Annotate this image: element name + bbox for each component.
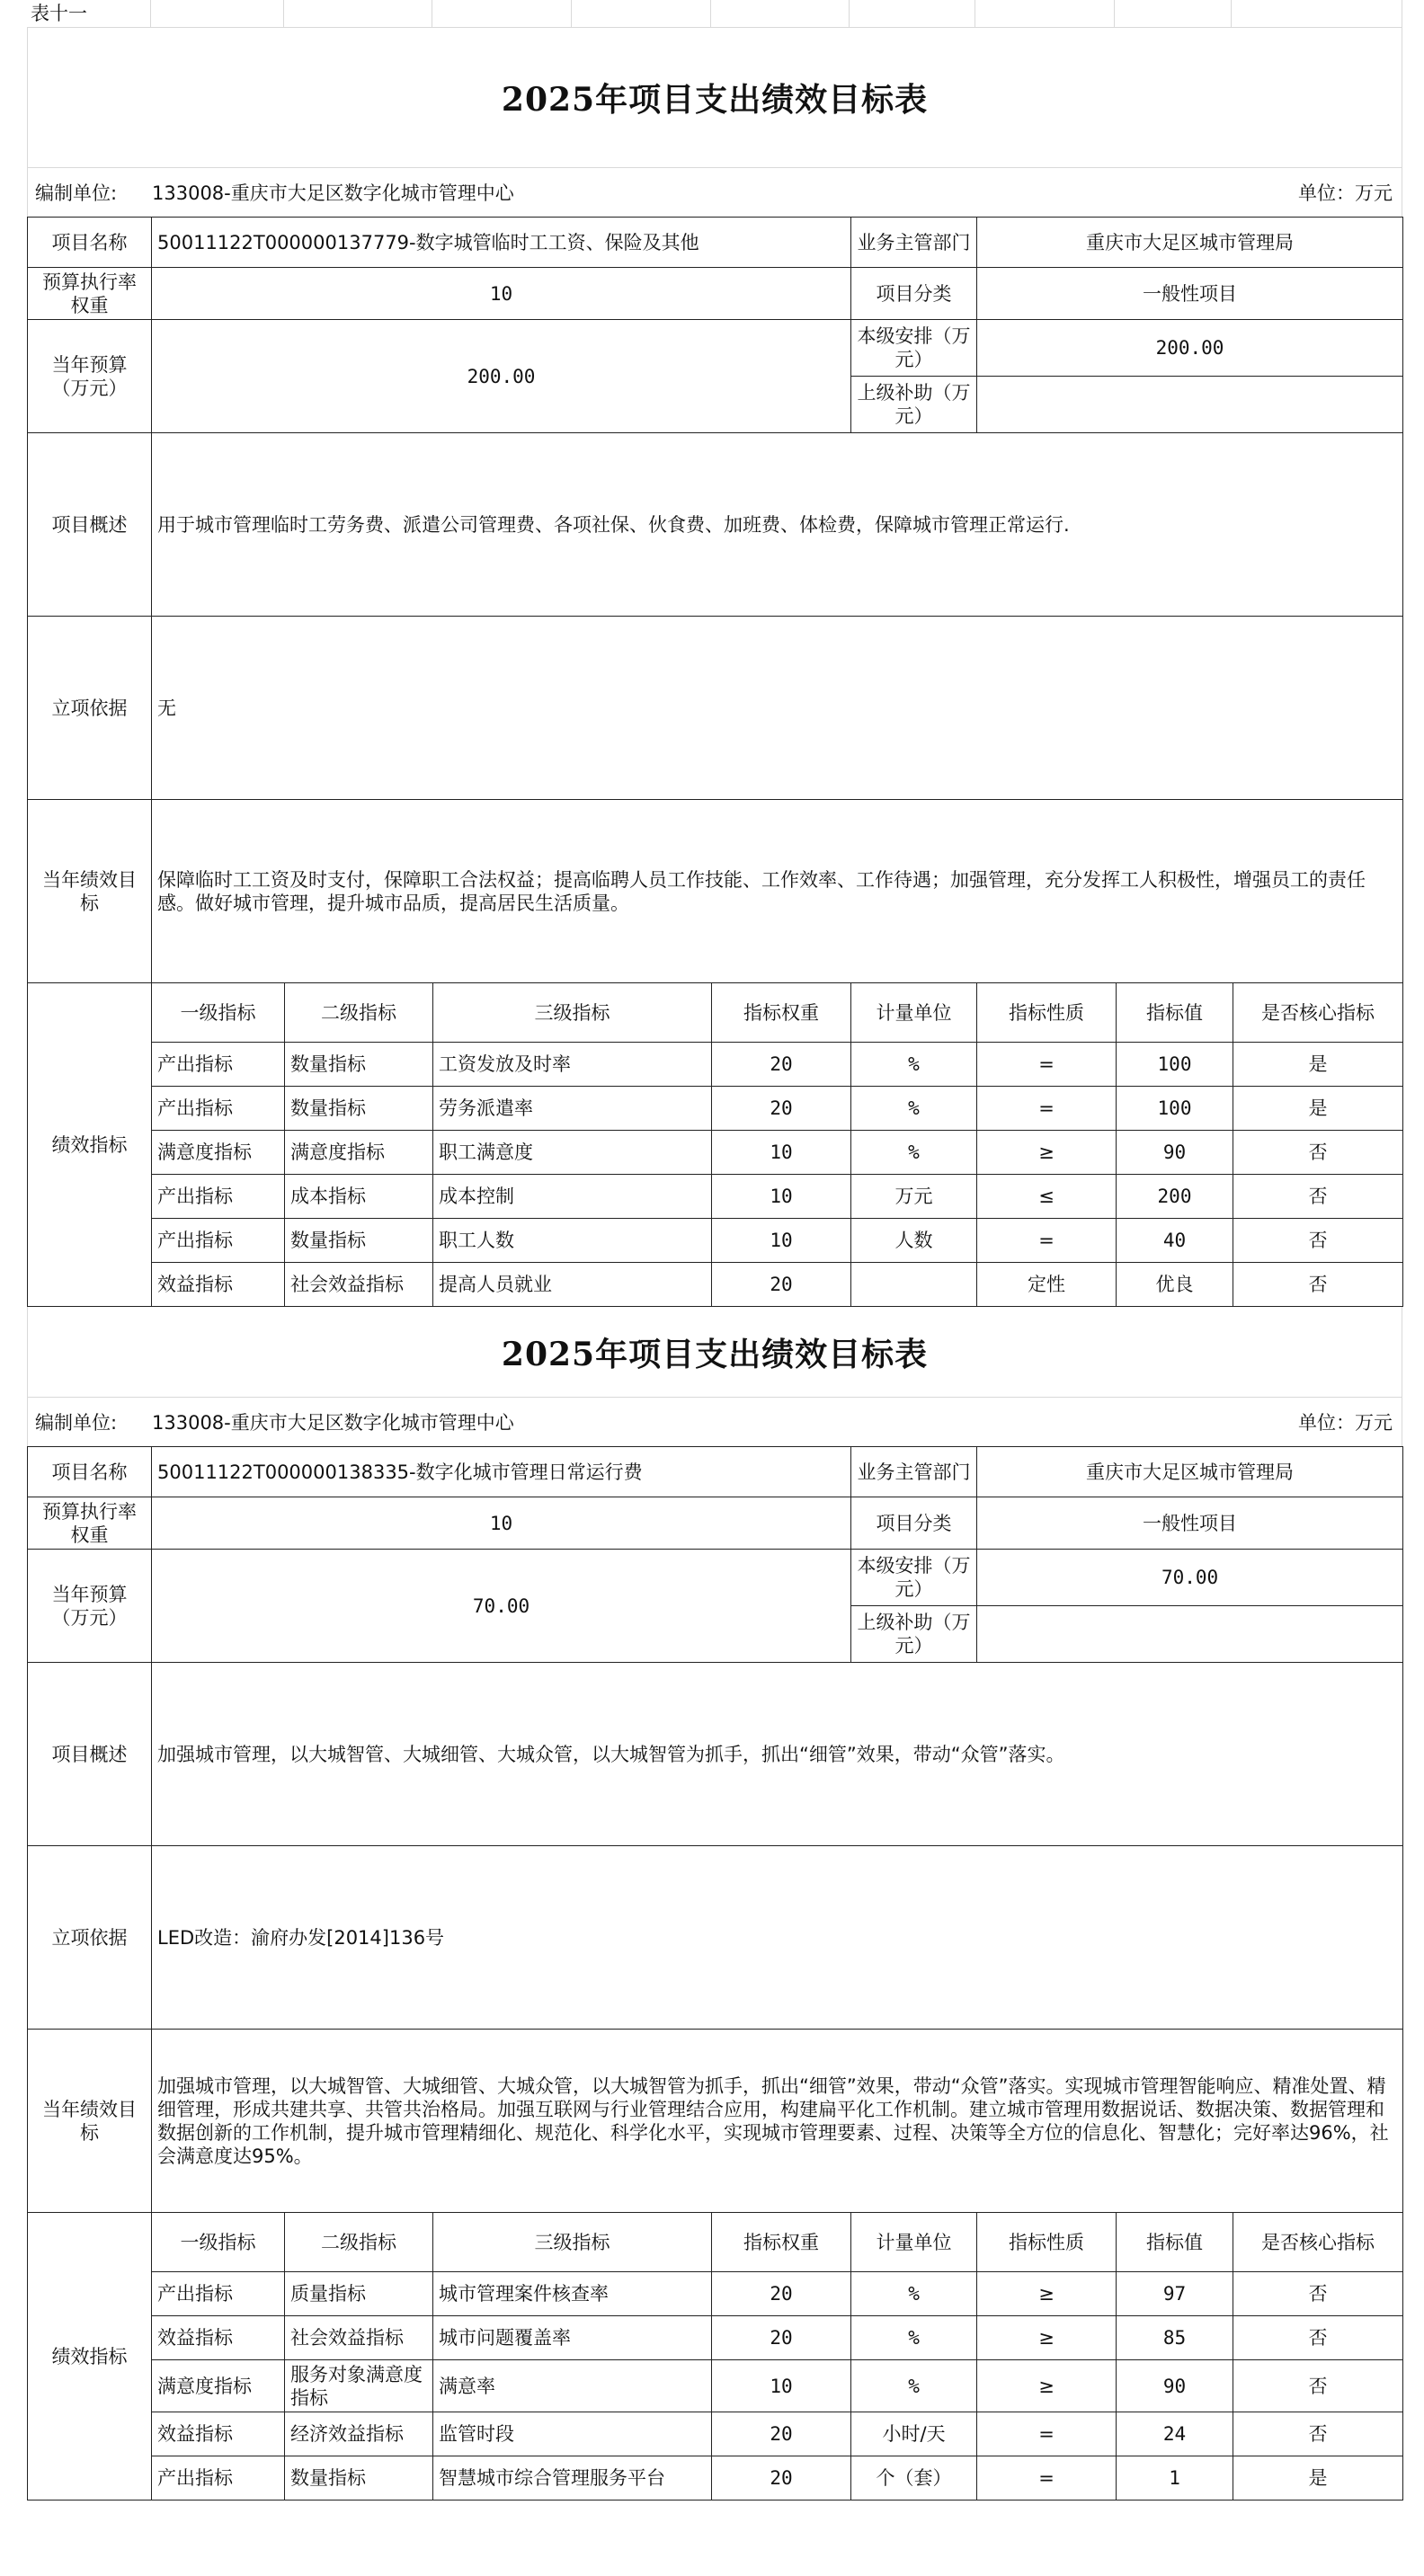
unit: 万元	[851, 1175, 977, 1219]
weight: 20	[712, 1043, 851, 1087]
level1: 产出指标	[152, 2456, 285, 2500]
upper-value	[977, 1606, 1403, 1663]
core: 是	[1233, 1043, 1403, 1087]
level1: 效益指标	[152, 2412, 285, 2456]
value: 85	[1117, 2316, 1233, 2360]
header-weight: 指标权重	[712, 2213, 851, 2272]
dept-value: 重庆市大足区城市管理局	[977, 1447, 1403, 1497]
value: 40	[1117, 1219, 1233, 1263]
value: 优良	[1117, 1263, 1233, 1307]
project-table	[27, 217, 1403, 1307]
document-sheet	[27, 0, 1402, 2500]
weight-label: 预算执行率权重	[28, 268, 152, 320]
table-row	[28, 1263, 1403, 1307]
core: 是	[1233, 2456, 1403, 2500]
unit: 人数	[851, 1219, 977, 1263]
level2: 社会效益指标	[285, 1263, 433, 1307]
basis-text: 无	[152, 617, 1403, 800]
value: 24	[1117, 2412, 1233, 2456]
level1: 满意度指标	[152, 1131, 285, 1175]
level1: 满意度指标	[152, 2360, 285, 2412]
table-row	[28, 2316, 1403, 2360]
value: 200	[1117, 1175, 1233, 1219]
header-value: 指标值	[1117, 2213, 1233, 2272]
level2: 成本指标	[285, 1175, 433, 1219]
core: 否	[1233, 1175, 1403, 1219]
goal-text: 保障临时工工资及时支付，保障职工合法权益；提高临聘人员工作技能、工作效率、工作待遇；加强管理，充分发挥工人积极性，增强员工的责任感。做好城市管理，提升城市品质，提高居民生活质量。	[152, 800, 1403, 983]
level1: 产出指标	[152, 1175, 285, 1219]
indicator-label: 绩效指标	[28, 983, 152, 1307]
table-row	[28, 1087, 1403, 1131]
budget-value: 200.00	[152, 320, 851, 433]
nature: ≥	[977, 1131, 1117, 1175]
nature: =	[977, 2412, 1117, 2456]
table-row	[28, 2456, 1403, 2500]
core: 否	[1233, 1131, 1403, 1175]
header-level2: 二级指标	[285, 2213, 433, 2272]
level3: 劳务派遣率	[433, 1087, 712, 1131]
basis-text: LED改造：渝府办发[2014]136号	[152, 1846, 1403, 2030]
dept-value: 重庆市大足区城市管理局	[977, 218, 1403, 268]
table-row	[28, 1219, 1403, 1263]
value: 90	[1117, 2360, 1233, 2412]
core: 是	[1233, 1087, 1403, 1131]
header-level1: 一级指标	[152, 983, 285, 1043]
weight-value: 10	[152, 1497, 851, 1550]
unit-row	[27, 167, 1402, 217]
overview-label: 项目概述	[28, 1663, 152, 1846]
header-level2: 二级指标	[285, 983, 433, 1043]
value: 100	[1117, 1087, 1233, 1131]
level3: 监管时段	[433, 2412, 712, 2456]
level3: 智慧城市综合管理服务平台	[433, 2456, 712, 2500]
currency-label: 单位：万元	[1298, 1412, 1393, 1434]
category-label: 项目分类	[851, 1497, 977, 1550]
core: 否	[1233, 2360, 1403, 2412]
table-row	[28, 1131, 1403, 1175]
overview-label: 项目概述	[28, 433, 152, 617]
table-row	[28, 2272, 1403, 2316]
unit: 个（套）	[851, 2456, 977, 2500]
unit-row	[27, 1397, 1402, 1446]
weight: 20	[712, 2316, 851, 2360]
weight: 20	[712, 1087, 851, 1131]
header-nature: 指标性质	[977, 983, 1117, 1043]
unit-value: 133008-重庆市大足区数字化城市管理中心	[152, 1412, 514, 1434]
local-value: 200.00	[977, 320, 1403, 377]
nature: ≤	[977, 1175, 1117, 1219]
value: 90	[1117, 1131, 1233, 1175]
weight-label: 预算执行率权重	[28, 1497, 152, 1550]
table-row	[28, 1175, 1403, 1219]
goal-label: 当年绩效目标	[28, 2030, 152, 2213]
nature: 定性	[977, 1263, 1117, 1307]
header-nature: 指标性质	[977, 2213, 1117, 2272]
unit: %	[851, 1131, 977, 1175]
level2: 数量指标	[285, 1087, 433, 1131]
weight: 20	[712, 2412, 851, 2456]
level2: 质量指标	[285, 2272, 433, 2316]
header-level3: 三级指标	[433, 2213, 712, 2272]
level1: 效益指标	[152, 2316, 285, 2360]
local-value: 70.00	[977, 1550, 1403, 1606]
value: 97	[1117, 2272, 1233, 2316]
value: 100	[1117, 1043, 1233, 1087]
level1: 产出指标	[152, 1219, 285, 1263]
category-label: 项目分类	[851, 268, 977, 320]
level2: 服务对象满意度指标	[285, 2360, 433, 2412]
level2: 经济效益指标	[285, 2412, 433, 2456]
unit-label: 编制单位:	[35, 1412, 118, 1434]
level2: 数量指标	[285, 1043, 433, 1087]
table-row	[28, 1043, 1403, 1087]
level3: 职工满意度	[433, 1131, 712, 1175]
header-core: 是否核心指标	[1233, 983, 1403, 1043]
unit	[851, 1263, 977, 1307]
level1: 产出指标	[152, 1087, 285, 1131]
level3: 城市管理案件核查率	[433, 2272, 712, 2316]
unit: %	[851, 1043, 977, 1087]
nature: =	[977, 1087, 1117, 1131]
goal-label: 当年绩效目标	[28, 800, 152, 983]
currency-label: 单位：万元	[1298, 182, 1393, 204]
header-unit: 计量单位	[851, 2213, 977, 2272]
dept-label: 业务主管部门	[851, 218, 977, 268]
weight: 10	[712, 1131, 851, 1175]
upper-value	[977, 377, 1403, 433]
category-value: 一般性项目	[977, 268, 1403, 320]
unit: 小时/天	[851, 2412, 977, 2456]
level2: 数量指标	[285, 1219, 433, 1263]
budget-value: 70.00	[152, 1550, 851, 1663]
sheet-header-grid	[27, 0, 1402, 28]
level1: 产出指标	[152, 1043, 285, 1087]
budget-label: 当年预算（万元）	[28, 320, 152, 433]
level3: 成本控制	[433, 1175, 712, 1219]
header-core: 是否核心指标	[1233, 2213, 1403, 2272]
nature: ≥	[977, 2272, 1117, 2316]
performance-table-2	[27, 1307, 1402, 2500]
category-value: 一般性项目	[977, 1497, 1403, 1550]
indicator-label: 绩效指标	[28, 2213, 152, 2500]
weight: 20	[712, 2272, 851, 2316]
level2: 满意度指标	[285, 1131, 433, 1175]
basis-label: 立项依据	[28, 1846, 152, 2030]
core: 否	[1233, 2316, 1403, 2360]
unit: %	[851, 2360, 977, 2412]
unit: %	[851, 2272, 977, 2316]
project-name-label: 项目名称	[28, 218, 152, 268]
unit-label: 编制单位:	[35, 182, 118, 204]
local-label: 本级安排（万元）	[851, 1550, 977, 1606]
weight: 20	[712, 1263, 851, 1307]
table-title-row	[27, 28, 1402, 167]
basis-label: 立项依据	[28, 617, 152, 800]
level1: 产出指标	[152, 2272, 285, 2316]
level3: 城市问题覆盖率	[433, 2316, 712, 2360]
header-weight: 指标权重	[712, 983, 851, 1043]
project-table	[27, 1446, 1403, 2500]
level2: 数量指标	[285, 2456, 433, 2500]
overview-text: 用于城市管理临时工劳务费、派遣公司管理费、各项社保、伙食费、加班费、体检费，保障城市管理正常运行.	[152, 433, 1403, 617]
header-unit: 计量单位	[851, 983, 977, 1043]
level3: 职工人数	[433, 1219, 712, 1263]
nature: =	[977, 1219, 1117, 1263]
core: 否	[1233, 1263, 1403, 1307]
nature: ≥	[977, 2360, 1117, 2412]
budget-label: 当年预算（万元）	[28, 1550, 152, 1663]
weight: 10	[712, 2360, 851, 2412]
unit: %	[851, 1087, 977, 1131]
nature: =	[977, 2456, 1117, 2500]
level1: 效益指标	[152, 1263, 285, 1307]
value: 1	[1117, 2456, 1233, 2500]
weight: 10	[712, 1219, 851, 1263]
table-title: 2025年项目支出绩效目标表	[501, 81, 929, 119]
nature: =	[977, 1043, 1117, 1087]
core: 否	[1233, 2272, 1403, 2316]
goal-text: 加强城市管理，以大城智管、大城细管、大城众管，以大城智管为抓手，抓出“细管”效果，带动“众管”落实。实现城市管理智能响应、精准处置、精细管理，形成共建共享、共管共治格局。加强互联网与行业管理结合应用，构建扁平化工作机制。建立城市管理用数据说话、数据决策、数据管理和数据创新的工作机制，提升城市管理精细化、规范化、科学化水平，实现城市管理要素、过程、决策等全方位的信息化、智慧化；完好率达96%，社会满意度达95%。	[152, 2030, 1403, 2213]
weight: 10	[712, 1175, 851, 1219]
upper-label: 上级补助（万元）	[851, 377, 977, 433]
dept-label: 业务主管部门	[851, 1447, 977, 1497]
project-name: 50011122T000000138335-数字化城市管理日常运行费	[152, 1447, 851, 1497]
table-title-row	[27, 1307, 1402, 1397]
level3: 满意率	[433, 2360, 712, 2412]
table-title: 2025年项目支出绩效目标表	[501, 1335, 929, 1373]
header-level3: 三级指标	[433, 983, 712, 1043]
performance-table-1	[27, 28, 1402, 1307]
nature: ≥	[977, 2316, 1117, 2360]
unit-value: 133008-重庆市大足区数字化城市管理中心	[152, 182, 514, 204]
level2: 社会效益指标	[285, 2316, 433, 2360]
core: 否	[1233, 1219, 1403, 1263]
table-row	[28, 2360, 1403, 2412]
project-name: 50011122T000000137779-数字城管临时工工资、保险及其他	[152, 218, 851, 268]
upper-label: 上级补助（万元）	[851, 1606, 977, 1663]
sheet-label: 表十一	[27, 0, 151, 27]
table-row	[28, 2412, 1403, 2456]
local-label: 本级安排（万元）	[851, 320, 977, 377]
project-name-label: 项目名称	[28, 1447, 152, 1497]
level3: 提高人员就业	[433, 1263, 712, 1307]
overview-text: 加强城市管理，以大城智管、大城细管、大城众管，以大城智管为抓手，抓出“细管”效果，带动“众管”落实。	[152, 1663, 1403, 1846]
level3: 工资发放及时率	[433, 1043, 712, 1087]
header-level1: 一级指标	[152, 2213, 285, 2272]
header-value: 指标值	[1117, 983, 1233, 1043]
weight-value: 10	[152, 268, 851, 320]
core: 否	[1233, 2412, 1403, 2456]
unit: %	[851, 2316, 977, 2360]
weight: 20	[712, 2456, 851, 2500]
